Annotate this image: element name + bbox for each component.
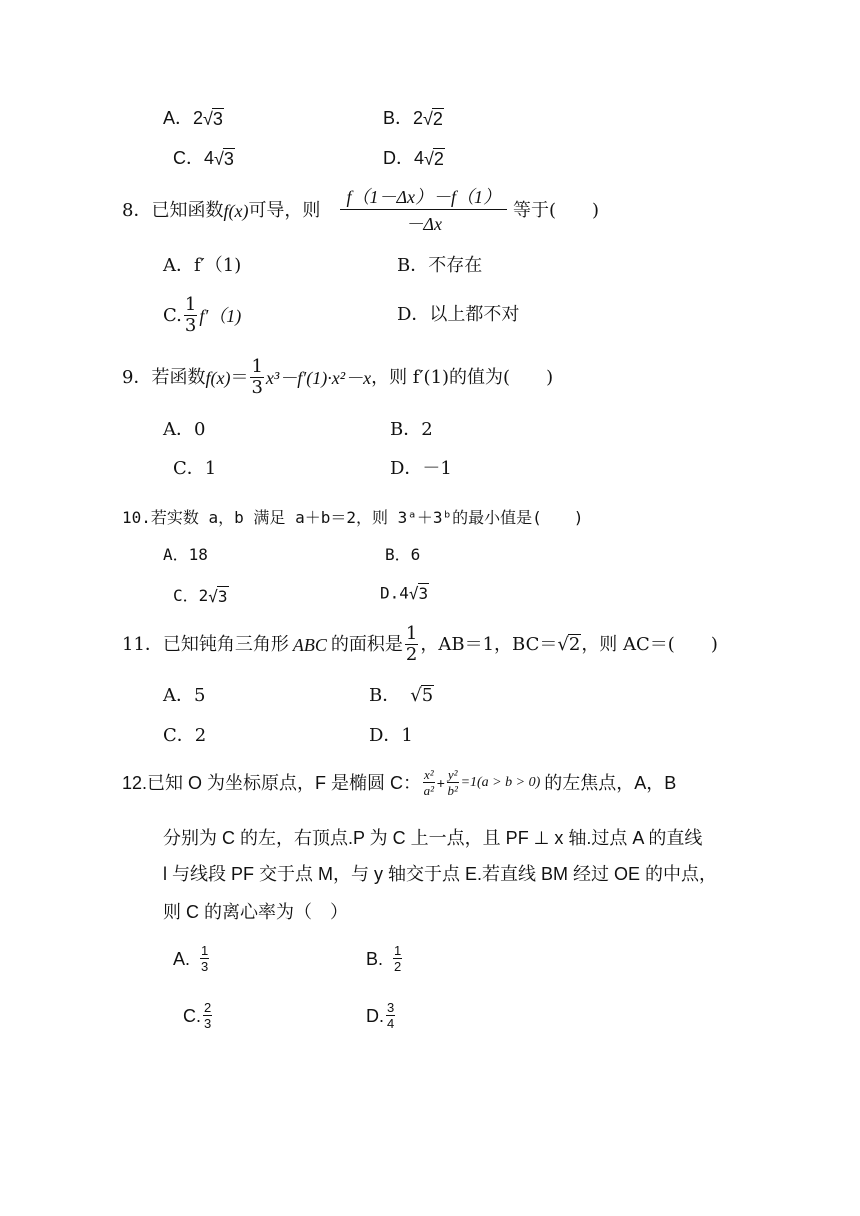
q12-option-b: B. $\frac{1}{2}$ (366, 943, 402, 974)
q9-stem: 9．若函数 f(x) ＝ $\frac{1}{3}$ x³－f′(1)·x²－x ，则 f′(1)的值为( ) (122, 356, 554, 398)
q7-option-b: B．2 √ 2 (383, 108, 443, 130)
fraction: $\frac{3}{4}$ (387, 1000, 395, 1031)
q11-option-d: D．1 (369, 725, 413, 746)
sqrt-symbol: √ 3 (408, 584, 429, 603)
q9-option-b: B．2 (390, 419, 433, 440)
one-third-fraction: $\frac{1}{3}$ (184, 294, 197, 336)
y-squared-fraction: $\frac{\text{y²}}{\text{b²}}$ (447, 767, 458, 798)
fraction: $\frac{1}{2}$ (394, 943, 402, 974)
q9-option-c: C．1 (173, 458, 217, 479)
q11-option-b: B． √ 5 (369, 685, 434, 706)
q7-option-a: A．2 √ 3 (163, 108, 223, 130)
sqrt-symbol: √ 3 (208, 586, 228, 606)
q11-option-c: C．2 (163, 725, 207, 746)
q8-option-c: C. $\frac{1}{3}$ f′（1) (163, 294, 242, 336)
x-squared-fraction: $\frac{\text{x²}}{\text{a²}}$ (423, 767, 435, 798)
q10-option-c: C．2 √ 3 (173, 586, 228, 606)
q12-option-d: D. $\frac{3}{4}$ (366, 1000, 395, 1031)
sqrt-symbol: √ 2 (557, 633, 581, 655)
q7-option-c: C．4 √ 3 (173, 148, 234, 170)
one-third-fraction: $\frac{1}{3}$ (251, 356, 263, 398)
fraction: $\frac{1}{3}$ (201, 943, 209, 974)
q12-option-a: A. $\frac{1}{3}$ (173, 943, 209, 974)
q12-option-c: C. $\frac{2}{3}$ (183, 1000, 212, 1031)
q12-stem-line1: 12.已知 O 为坐标原点，F 是椭圆 C： $\frac{\text{x²}}{\text{a²}}$ + $\frac{\text{y²}}{\text{b²}}$ =1(a > b > 0) 的左焦点，A，B (122, 767, 677, 798)
q10-option-b: B．6 (385, 545, 421, 564)
q12-stem-line2: 分别为 C 的左，右顶点.P 为 C 上一点，且 PF ⊥ x 轴.过点 A 的直线 (163, 828, 703, 848)
sqrt-symbol: √ 2 (424, 149, 444, 170)
q12-stem-line4: 则 C 的离心率为（ ） (163, 902, 349, 922)
q10-option-a: A．18 (163, 545, 208, 564)
sqrt-symbol: √ 3 (203, 109, 223, 130)
q8-stem: 8．已知函数 f(x) 可导，则 $\frac{f(1-\Delta x)-f(1)}{-\Delta x}$ 等于( ) (122, 187, 600, 234)
q8-option-b: B．不存在 (397, 255, 483, 276)
one-half-fraction: $\frac{1}{2}$ (405, 623, 418, 665)
q11-option-a: A．5 (163, 685, 206, 706)
q8-fraction: $\frac{f(1-\Delta x)-f(1)}{-\Delta x}$ (340, 188, 507, 233)
sqrt-symbol: √ 5 (410, 685, 434, 706)
q10-stem: 10.若实数 a，b 满足 a＋b＝2，则 3ᵃ＋3ᵇ的最小值是( ) (122, 508, 584, 527)
q8-option-d: D．以上都不对 (397, 304, 520, 325)
fraction: $\frac{2}{3}$ (204, 1000, 212, 1031)
q7-option-d: D．4 √ 2 (383, 148, 444, 170)
q8-option-a: A．f′（1) (163, 255, 242, 276)
q11-stem: 11．已知钝角三角形 ABC 的面积是 $\frac{1}{2}$ ，AB＝1，BC＝ √ 2 ，则 AC＝( ) (122, 623, 718, 665)
q9-option-a: A．0 (163, 419, 206, 440)
q10-option-d: D.4 √ 3 (380, 583, 429, 603)
q12-stem-line3: l 与线段 PF 交于点 M，与 y 轴交于点 E.若直线 BM 经过 OE 的中点， (163, 864, 718, 884)
sqrt-symbol: √ 2 (423, 109, 443, 130)
q9-option-d: D．－1 (390, 458, 452, 479)
sqrt-symbol: √ 3 (214, 149, 234, 170)
